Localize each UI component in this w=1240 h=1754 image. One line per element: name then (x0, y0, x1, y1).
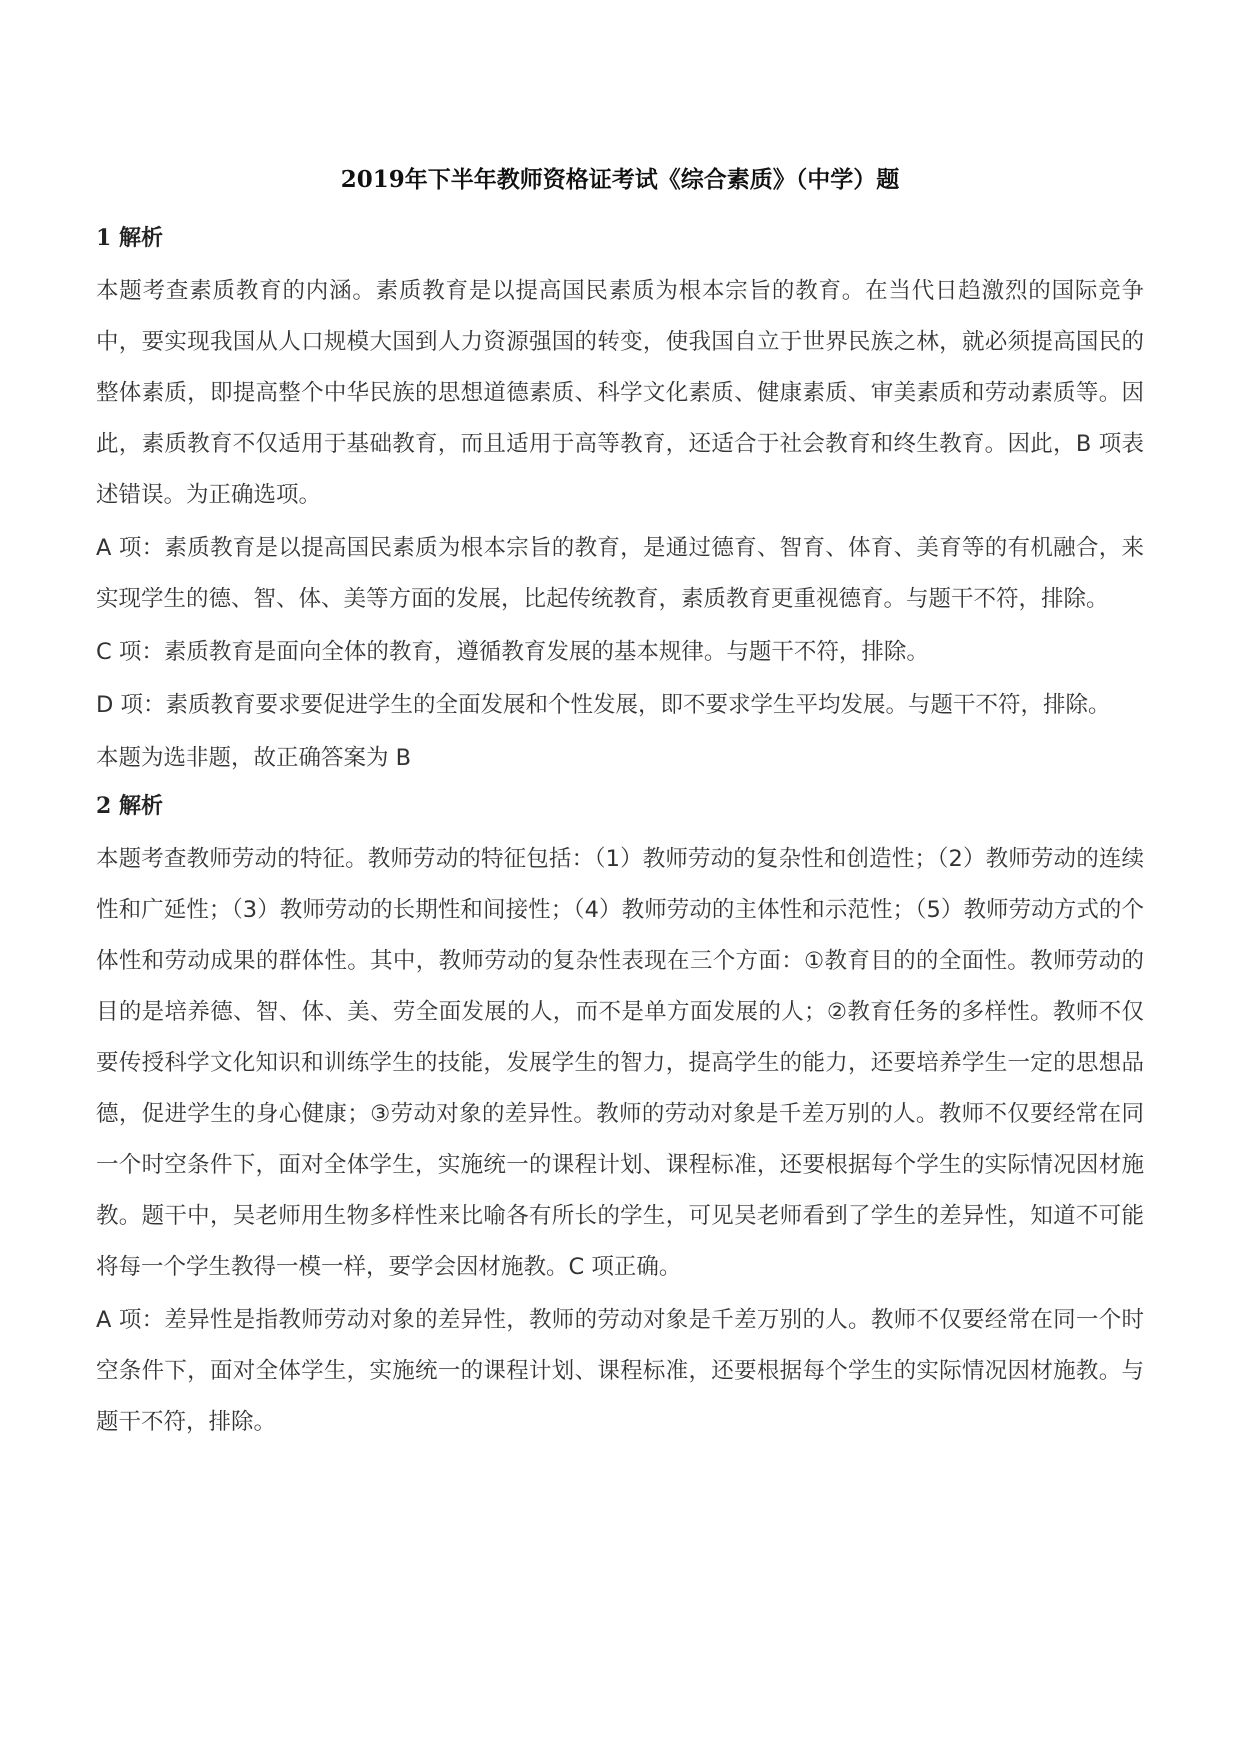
paragraph: C 项：素质教育是面向全体的教育，遵循教育发展的基本规律。与题干不符，排除。 (96, 639, 929, 665)
paragraph: 本题考查教师劳动的特征。教师劳动的特征包括：（1）教师劳动的复杂性和创造性；（2）教师劳动的连续性和广延性；（3）教师劳动的长期性和间接性；（4）教师劳动的主体性和示范性；（5）教师劳动方式的个体性和劳动成果的群体性。其中，教师劳动的复杂性表现在三个方面：①教育目的的全面性。教师劳动的目的是培养德、智、体、美、劳全面发展的人，而不是单方面发展的人；②教育任务的多样性。教师不仅要传授科学文化知识和训练学生的技能，发展学生的智力，提高学生的能力，还要培养学生一定的思想品德，促进学生的身心健康；③劳动对象的差异性。教师的劳动对象是千差万别的人。教师不仅要经常在同一个时空条件下，面对全体学生，实施统一的课程计划、课程标准，还要根据每个学生的实际情况因材施教。题干中，吴老师用生物多样性来比喻各有所长的学生，可见吴老师看到了学生的差异性，知道不可能将每一个学生教得一模一样，要学会因材施教。C 项正确。 (96, 846, 1144, 1280)
section-heading: 1 解析 (96, 225, 163, 251)
section-1 (96, 218, 1144, 784)
paragraph: A 项：差异性是指教师劳动对象的差异性，教师的劳动对象是千差万别的人。教师不仅要经常在同一个时空条件下，面对全体学生，实施统一的课程计划、课程标准，还要根据每个学生的实际情况因材施教。与题干不符，排除。 (96, 1307, 1144, 1435)
document-title: 2019年下半年教师资格证考试《综合素质》（中学）题 (340, 166, 900, 193)
paragraph: D 项：素质教育要求要促进学生的全面发展和个性发展，即不要求学生平均发展。与题干不符，排除。 (96, 692, 1111, 718)
section-2 (96, 786, 1144, 1448)
paragraph: 本题为选非题，故正确答案为 B (96, 745, 412, 771)
paragraph: A 项：素质教育是以提高国民素质为根本宗旨的教育，是通过德育、智育、体育、美育等的有机融合，来实现学生的德、智、体、美等方面的发展，比起传统教育，素质教育更重视德育。与题干不符，排除。 (96, 535, 1144, 612)
section-heading: 2 解析 (96, 793, 163, 819)
paragraph: 本题考查素质教育的内涵。素质教育是以提高国民素质为根本宗旨的教育。在当代日趋激烈的国际竞争中，要实现我国从人口规模大国到人力资源强国的转变，使我国自立于世界民族之林，就必须提高国民的整体素质，即提高整个中华民族的思想道德素质、科学文化素质、健康素质、审美素质和劳动素质等。因此，素质教育不仅适用于基础教育，而且适用于高等教育，还适合于社会教育和终生教育。因此，B 项表述错误。为正确选项。 (96, 278, 1144, 508)
